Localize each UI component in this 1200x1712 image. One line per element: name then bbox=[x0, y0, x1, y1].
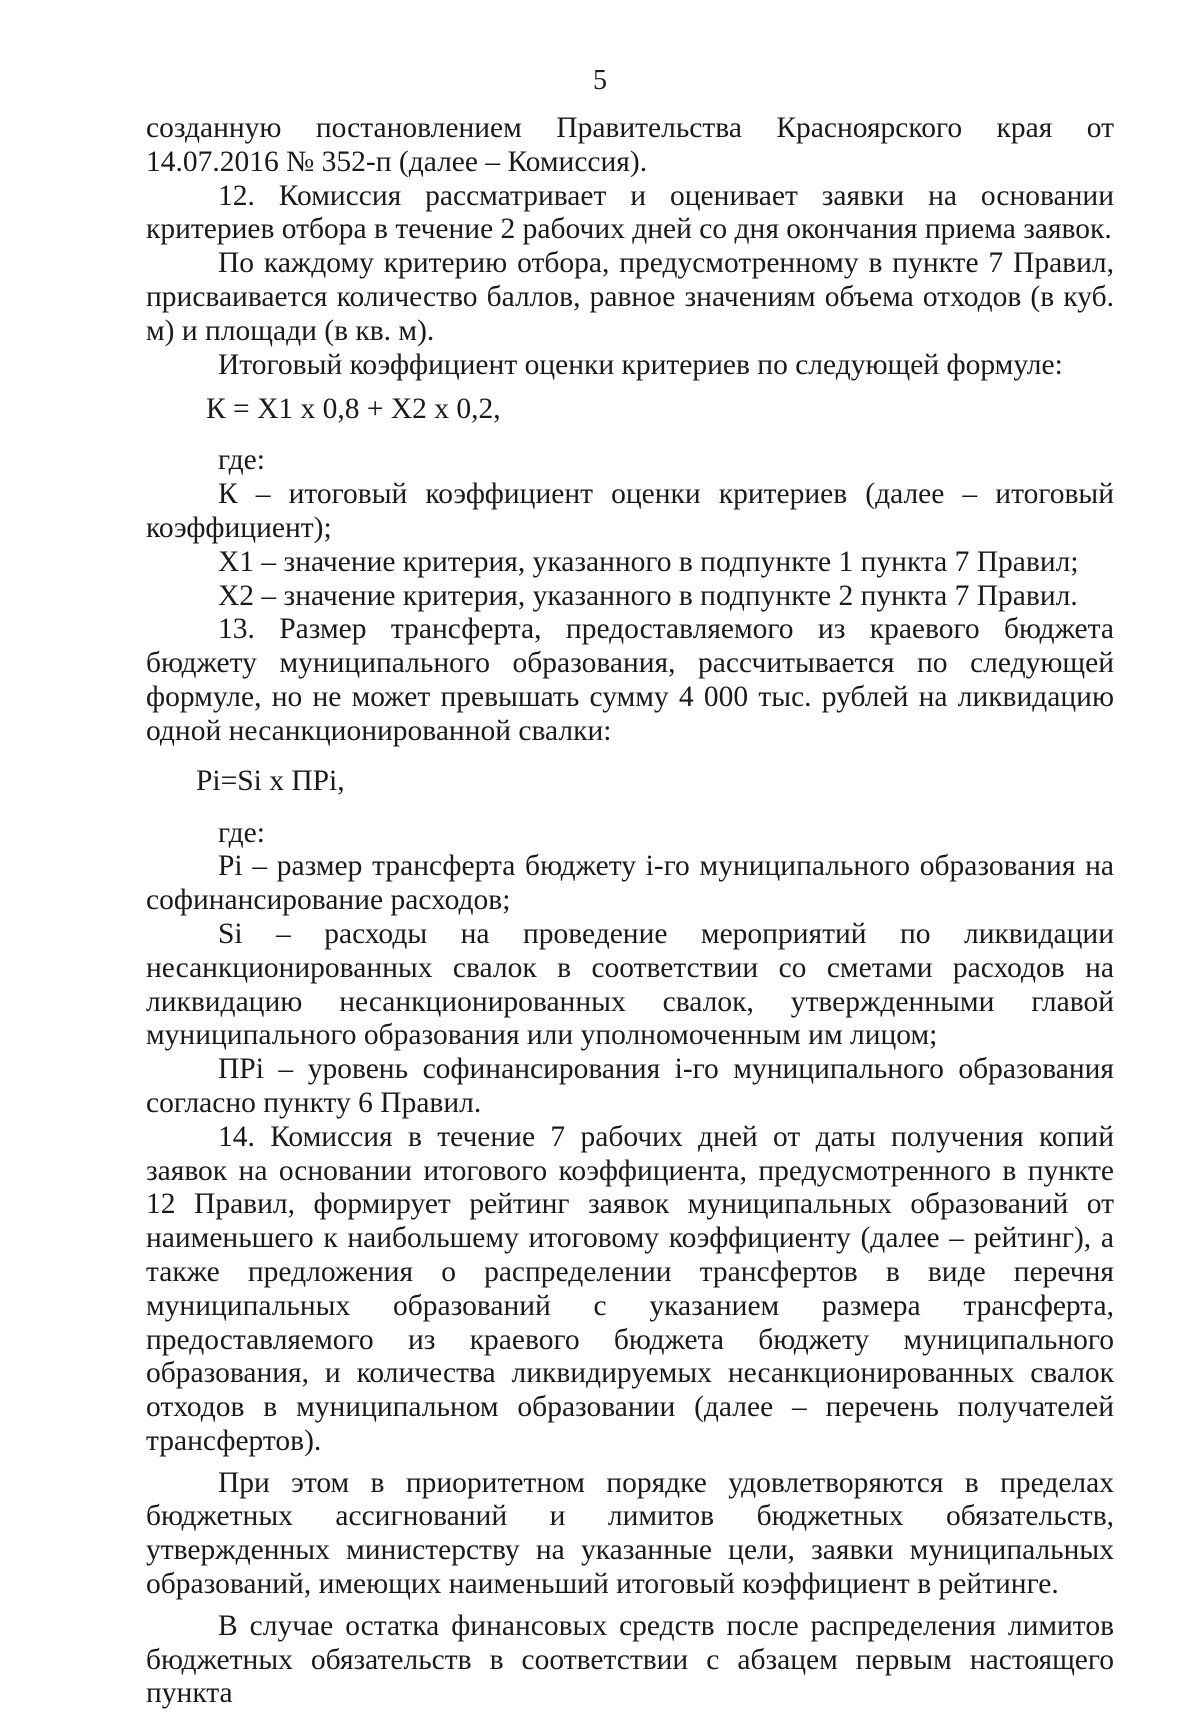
paragraph-item-13: 13. Размер трансферта, предоставляемого из краевого бюджета бюджету муниципального образования, рассчитывается по следующей формуле, но не может превышать сумму 4 000 тыс. рублей на ликвидацию одной несанкционированной свалки: bbox=[146, 613, 1114, 747]
formula-transfer: Pi=Si х ПPi, bbox=[196, 764, 345, 797]
definition-x2: Х2 – значение критерия, указанного в подпункте 2 пункта 7 Правил. bbox=[218, 579, 1078, 612]
paragraph-item-12: 12. Комиссия рассматривает и оценивает заявки на основании критериев отбора в течение 2 рабочих дней со дня окончания приема заявок. bbox=[146, 179, 1114, 246]
document-body bbox=[146, 112, 1114, 1711]
formula-coefficient: К = Х1 х 0,8 + Х2 х 0,2, bbox=[206, 393, 501, 426]
where-label: где: bbox=[218, 444, 265, 477]
paragraph-scoring-criteria: По каждому критерию отбора, предусмотренному в пункте 7 Правил, присваивается количество баллов, равное значениям объема отходов (в куб. м) и площади (в кв. м). bbox=[146, 247, 1114, 347]
definition-x1: Х1 – значение критерия, указанного в подпункте 1 пункта 7 Правил; bbox=[218, 545, 1079, 578]
paragraph-priority: При этом в приоритетном порядке удовлетворяются в пределах бюджетных ассигнований и лимитов бюджетных обязательств, утвержденных министерству на указанные цели, заявки муниципальных образований, имеющих наименьший итоговый коэффициент в рейтинге. bbox=[146, 1466, 1114, 1601]
paragraph-item-14: 14. Комиссия в течение 7 рабочих дней от даты получения копий заявок на основании итогового коэффициента, предусмотренного в пункте 12 Правил, формирует рейтинг заявок муниципальных образований от наименьшего к наибольшему итоговому коэффициенту (далее – рейтинг), а также предложения о распределении трансфертов в виде перечня муниципальных образований с указанием размера трансферта, предоставляемого из краевого бюджета бюджету муниципального образования, и количества ликвидируемых несанкционированных свалок отходов в муниципальном образовании (далее – перечень получателей трансфертов). bbox=[146, 1120, 1114, 1457]
page-number: 5 bbox=[593, 65, 607, 96]
paragraph-remaining-funds: В случае остатка финансовых средств после распределения лимитов бюджетных обязательств в соответствии с абзацем первым настоящего пункта bbox=[146, 1609, 1114, 1710]
definition-si: Si – расходы на проведение мероприятий по ликвидации несанкционированных свалок в соответствии со сметами расходов на ликвидацию несанкционированных свалок, утвержденными главой муниципального образования или уполномоченным им лицом; bbox=[146, 917, 1114, 1052]
definition-pi: Pi – размер трансферта бюджету i-го муниципального образования на софинансирование расходов; bbox=[146, 850, 1114, 917]
definition-ppi: ПPi – уровень софинансирования i-го муниципального образования согласно пункту 6 Правил. bbox=[146, 1053, 1114, 1119]
where-label-2: где: bbox=[218, 816, 265, 849]
paragraph-formula-intro: Итоговый коэффициент оценки критериев по следующей формуле: bbox=[218, 348, 1063, 381]
definition-k: К – итоговый коэффициент оценки критериев (далее – итоговый коэффициент); bbox=[146, 478, 1114, 544]
paragraph-commission-definition: созданную постановлением Правительства Красноярского края от 14.07.2016 № 352-п (далее – Комиссия). bbox=[146, 112, 1114, 178]
